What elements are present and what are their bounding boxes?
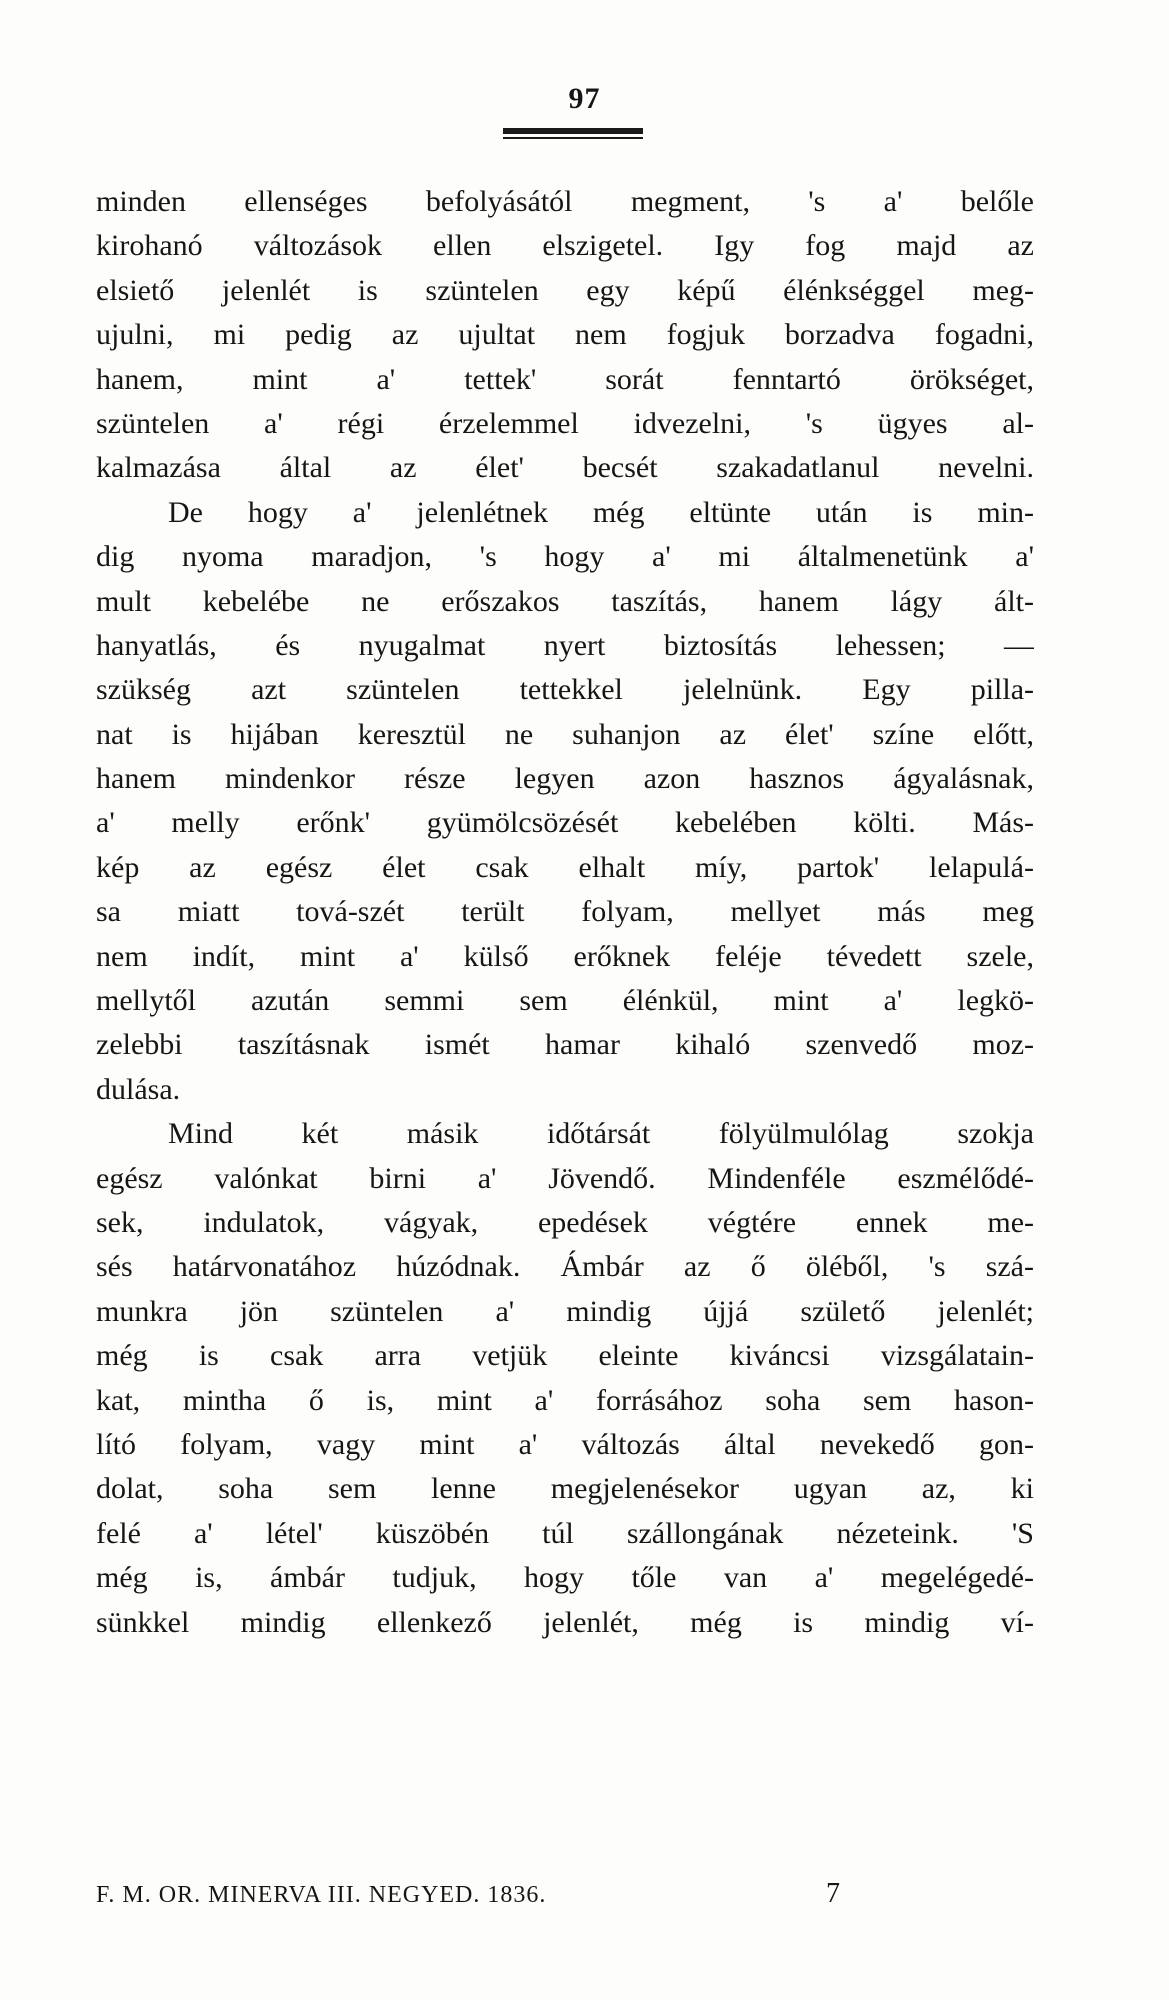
text-line: lító folyam, vagy mint a' változás által nevekedő gon- [96, 1427, 1034, 1461]
text-line: nem indít, mint a' külső erőknek feléje tévedett szele, [96, 939, 1034, 973]
paragraph-end-line: dulása. [96, 1072, 181, 1106]
signature-text: F. M. OR. MINERVA III. NEGYED. 1836. [96, 1882, 547, 1908]
header-rule-thin [503, 137, 643, 139]
text-line: szükség azt szüntelen tettekkel jelelnünk. Egy pilla- [96, 673, 1034, 707]
printer-signature [96, 1878, 1034, 1922]
text-line: sés határvonatához húzódnak. Ámbár az ő öléből, 's szá- [96, 1250, 1034, 1284]
text-line: kat, mintha ő is, mint a' forrásához soha sem hason- [96, 1383, 1034, 1417]
text-line: mellytől azután semmi sem élénkül, mint a' legkö- [96, 984, 1034, 1018]
text-line: kirohanó változások ellen elszigetel. Igy fog majd az [96, 229, 1034, 263]
text-line: elsiető jelenlét is szüntelen egy képű élénkséggel meg- [96, 273, 1034, 307]
text-line: nat is hijában keresztül ne suhanjon az élet' színe előtt, [96, 717, 1034, 751]
text-line: kalmazása által az élet' becsét szakadatlanul nevelni. [96, 451, 1034, 485]
text-line: hanyatlás, és nyugalmat nyert biztosítás lehessen; — [96, 628, 1034, 662]
text-line: hanem, mint a' tettek' sorát fenntartó örökséget, [96, 362, 1034, 396]
text-line: munkra jön szüntelen a' mindig újjá születő jelenlét; [96, 1294, 1034, 1328]
text-line: dig nyoma maradjon, 's hogy a' mi általmenetünk a' [96, 540, 1034, 574]
text-line: hanem mindenkor része legyen azon hasznos ágyalásnak, [96, 762, 1034, 796]
text-line: még is csak arra vetjük eleinte kiváncsi vizsgálatain- [96, 1339, 1034, 1373]
text-line: zelebbi taszításnak ismét hamar kihaló szenvedő moz- [96, 1028, 1034, 1062]
header-rule [503, 128, 643, 139]
paragraph-start-line: De hogy a' jelenlétnek még eltünte után is min- [168, 495, 1034, 529]
text-line: sek, indulatok, vágyak, epedések végtére ennek me- [96, 1205, 1034, 1239]
text-line: felé a' létel' küszöbén túl szállongának nézeteink. 'S [96, 1516, 1034, 1550]
signature-mark: 7 [826, 1878, 840, 1909]
text-line: kép az egész élet csak elhalt míy, partok' lelapulá- [96, 850, 1034, 884]
text-line: ujulni, mi pedig az ujultat nem fogjuk borzadva fogadni, [96, 318, 1034, 352]
text-line: szüntelen a' régi érzelemmel idvezelni, 's ügyes al- [96, 406, 1034, 440]
text-line: egész valónkat birni a' Jövendő. Mindenféle eszmélődé- [96, 1161, 1034, 1195]
paragraph-start-line: Mind két másik időtársát fölyülmulólag szokja [168, 1117, 1034, 1151]
text-line: még is, ámbár tudjuk, hogy tőle van a' megelégedé- [96, 1561, 1034, 1595]
body-text [96, 180, 1034, 1645]
text-line: sünkkel mindig ellenkező jelenlét, még is mindig ví- [96, 1605, 1034, 1639]
text-line: minden ellenséges befolyásától megment, 's a' belőle [96, 185, 1034, 218]
text-line: dolat, soha sem lenne megjelenésekor ugyan az, ki [96, 1472, 1034, 1506]
page-number: 97 [568, 82, 601, 115]
header-rule-thick [503, 128, 643, 134]
text-line: a' melly erőnk' gyümölcsözését kebelében költi. Más- [96, 806, 1034, 840]
text-line: mult kebelébe ne erőszakos taszítás, hanem lágy ált- [96, 584, 1034, 618]
text-line: sa miatt tová-szét terült folyam, mellyet más meg [96, 895, 1034, 929]
